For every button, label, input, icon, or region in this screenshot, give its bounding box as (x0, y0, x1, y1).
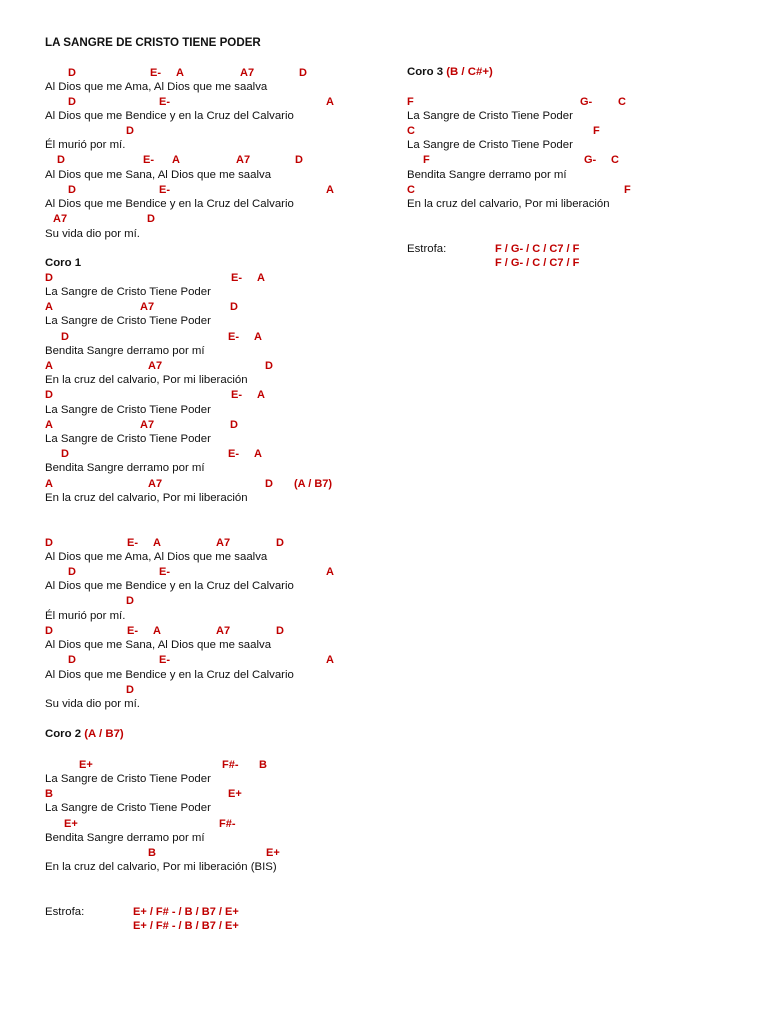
chord: A7 (216, 537, 231, 549)
chord: A7 (140, 419, 155, 431)
chord: B (148, 847, 156, 859)
lyric-line: La Sangre de Cristo Tiene Poder (45, 286, 211, 298)
chord: A7 (240, 67, 255, 79)
chord: F (593, 125, 600, 137)
chord: D (45, 389, 53, 401)
chord: F (624, 184, 631, 196)
chord: D (57, 154, 65, 166)
estrofa-chords: F / G- / C / C7 / F (495, 243, 580, 255)
chord: D (295, 154, 303, 166)
estrofa-chords: E+ / F# - / B / B7 / E+ (133, 920, 239, 932)
chord: A7 (148, 360, 163, 372)
chord: A (326, 184, 334, 196)
chord: A7 (148, 478, 163, 490)
coro-heading: Coro 1 (45, 257, 82, 269)
chord: A7 (53, 213, 68, 225)
chord: E- (159, 184, 170, 196)
chord: C (407, 184, 415, 196)
chord: F#- (222, 759, 239, 771)
chord: G- (580, 96, 593, 108)
coro-heading-label: Coro 3 (407, 66, 444, 78)
coro-key: (A / B7) (84, 728, 124, 740)
chord: C (611, 154, 619, 166)
chord: F (407, 96, 414, 108)
chord: A (153, 625, 161, 637)
chord: F (423, 154, 430, 166)
chord: E- (150, 67, 161, 79)
coro-heading (407, 65, 493, 79)
chord: D (230, 419, 238, 431)
chord: A7 (140, 301, 155, 313)
chord: E- (159, 654, 170, 666)
chord: E- (143, 154, 154, 166)
lyric-line: Al Dios que me Sana, Al Dios que me saalva (45, 169, 272, 181)
lyric-line: En la cruz del calvario, Por mi liberación (45, 374, 248, 386)
lyric-line: Él murió por mí. (45, 139, 126, 151)
lyric-line: Al Dios que me Ama, Al Dios que me saalva (45, 551, 268, 563)
chord: D (299, 67, 307, 79)
lyric-line: Al Dios que me Bendice y en la Cruz del Calvario (45, 580, 294, 592)
lyric-line: Bendita Sangre derramo por mí (45, 832, 205, 844)
chord: A (326, 654, 334, 666)
chord: E- (127, 537, 138, 549)
chord: E- (159, 96, 170, 108)
lyric-line: Al Dios que me Ama, Al Dios que me saalva (45, 81, 268, 93)
chord: A (257, 389, 265, 401)
chord: E+ (64, 818, 78, 830)
lyric-line: Bendita Sangre derramo por mí (45, 462, 205, 474)
lyric-line: La Sangre de Cristo Tiene Poder (407, 110, 573, 122)
chord: E- (228, 331, 239, 343)
chord: G- (584, 154, 597, 166)
chord: A (153, 537, 161, 549)
chord: D (68, 654, 76, 666)
chord: A (45, 301, 53, 313)
chord: D (265, 478, 273, 490)
chord: D (147, 213, 155, 225)
lyric-line: Al Dios que me Bendice y en la Cruz del Calvario (45, 198, 294, 210)
lyric-line: Él murió por mí. (45, 610, 126, 622)
lyric-line: En la cruz del calvario, Por mi liberación (BIS) (45, 861, 277, 873)
chord: D (61, 331, 69, 343)
chord: D (276, 625, 284, 637)
chord: D (61, 448, 69, 460)
chord: A (45, 360, 53, 372)
chord: E- (127, 625, 138, 637)
lyric-line: Al Dios que me Bendice y en la Cruz del Calvario (45, 669, 294, 681)
chord: B (259, 759, 267, 771)
chord: E- (231, 389, 242, 401)
chord: A (45, 478, 53, 490)
lyric-line: La Sangre de Cristo Tiene Poder (45, 404, 211, 416)
chord: D (126, 125, 134, 137)
chord: (A / B7) (294, 478, 333, 490)
lyric-line: Al Dios que me Sana, Al Dios que me saalva (45, 639, 272, 651)
chord: E- (231, 272, 242, 284)
chord: E- (228, 448, 239, 460)
lyric-line: Su vida dio por mí. (45, 228, 140, 240)
lyric-line: La Sangre de Cristo Tiene Poder (407, 139, 573, 151)
chord: D (45, 537, 53, 549)
chord: D (126, 684, 134, 696)
chord: A (45, 419, 53, 431)
chord: A7 (236, 154, 251, 166)
chord: D (68, 566, 76, 578)
lyric-line: Al Dios que me Bendice y en la Cruz del Calvario (45, 110, 294, 122)
lyric-line: En la cruz del calvario, Por mi liberación (407, 198, 610, 210)
chord: D (126, 595, 134, 607)
lyric-line: La Sangre de Cristo Tiene Poder (45, 315, 211, 327)
chord: F#- (219, 818, 236, 830)
chord: E+ (266, 847, 280, 859)
chord: E+ (79, 759, 93, 771)
chord: D (45, 625, 53, 637)
estrofa-chords: F / G- / C / C7 / F (495, 257, 580, 269)
coro-heading-label: Coro 2 (45, 728, 82, 740)
chord: D (68, 96, 76, 108)
chord: A (254, 448, 262, 460)
lyric-line: En la cruz del calvario, Por mi liberación (45, 492, 248, 504)
estrofa-label: Estrofa: (45, 906, 85, 918)
chord: D (265, 360, 273, 372)
chord: D (230, 301, 238, 313)
chord: D (68, 184, 76, 196)
chord: A (172, 154, 180, 166)
chord: A (257, 272, 265, 284)
lyric-line: La Sangre de Cristo Tiene Poder (45, 802, 211, 814)
estrofa-label: Estrofa: (407, 243, 447, 255)
chord: D (45, 272, 53, 284)
lyric-line: La Sangre de Cristo Tiene Poder (45, 773, 211, 785)
chord: B (45, 788, 53, 800)
song-title: LA SANGRE DE CRISTO TIENE PODER (45, 36, 261, 49)
coro-key: (B / C#+) (446, 66, 493, 78)
coro-heading (45, 727, 124, 741)
chord: D (68, 67, 76, 79)
lyric-line: Su vida dio por mí. (45, 698, 140, 710)
estrofa-chords: E+ / F# - / B / B7 / E+ (133, 906, 239, 918)
chord: C (618, 96, 626, 108)
chord: A (254, 331, 262, 343)
lyric-line: Bendita Sangre derramo por mí (407, 169, 567, 181)
chord: D (276, 537, 284, 549)
chord: A7 (216, 625, 231, 637)
chord: A (176, 67, 184, 79)
chord: A (326, 566, 334, 578)
chord: A (326, 96, 334, 108)
lyric-line: La Sangre de Cristo Tiene Poder (45, 433, 211, 445)
chord: E- (159, 566, 170, 578)
chord: E+ (228, 788, 242, 800)
lyric-line: Bendita Sangre derramo por mí (45, 345, 205, 357)
chord: C (407, 125, 415, 137)
